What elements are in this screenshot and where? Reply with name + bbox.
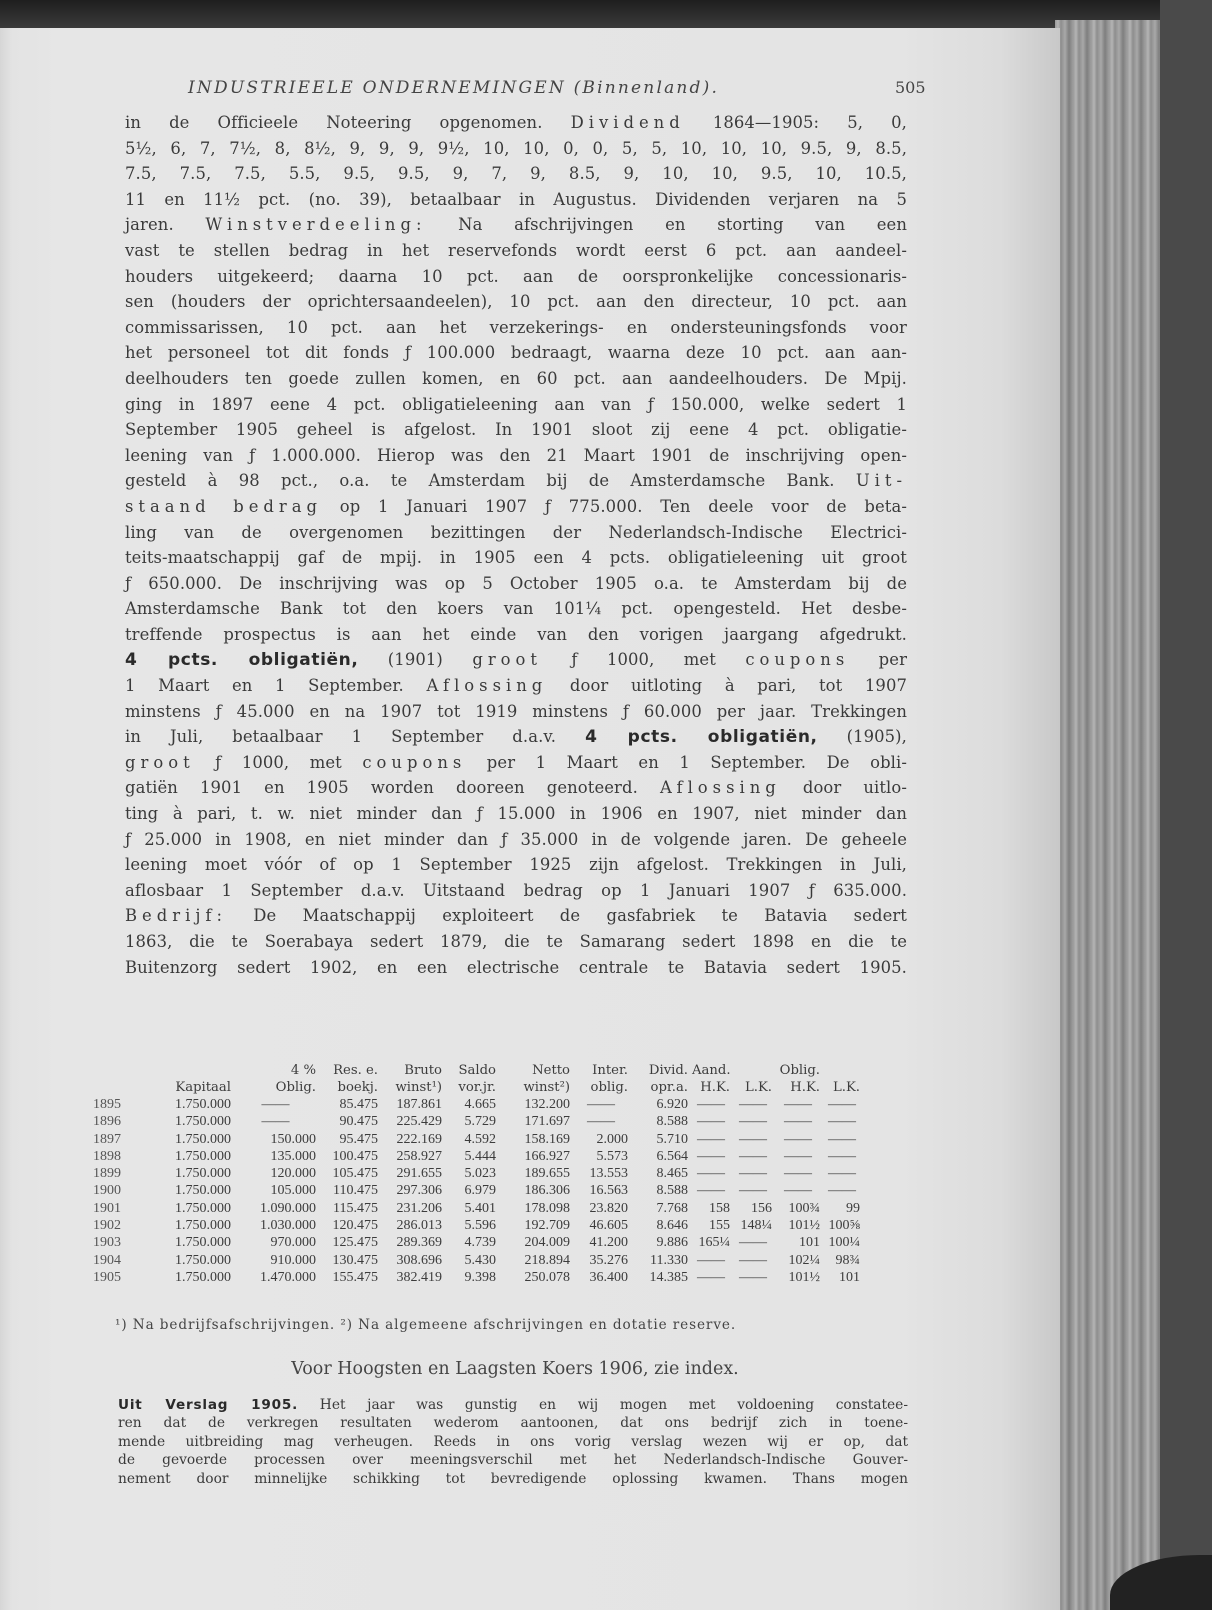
text-line: [125, 673, 907, 699]
table-cell: 204.009: [524, 1235, 570, 1251]
table-header-row-1: [85, 1062, 925, 1079]
table-cell: 6.564: [656, 1148, 688, 1164]
spaced-term: Bedrijf:: [125, 906, 227, 926]
text-line: [125, 647, 907, 673]
text-line: [125, 622, 907, 648]
table-cell: ——: [828, 1166, 856, 1182]
table-cell: 171.697: [524, 1114, 570, 1130]
table-cell: 225.429: [396, 1114, 442, 1130]
table-cell: 1.030.000: [260, 1218, 316, 1234]
table-cell: 101: [839, 1269, 860, 1285]
text-run: in Juli, betaalbaar 1 September d.a.v.: [125, 727, 586, 747]
table-cell: 165¼: [698, 1235, 730, 1251]
table-cell: 5.430: [464, 1252, 496, 1268]
bond-heading: 4 pcts. obligatiën,: [125, 650, 359, 671]
table-cell: 23.820: [589, 1200, 628, 1216]
text-run: ting à pari, t. w. niet minder dan ƒ 15.000 in 1906 en 1907, niet minder dan: [125, 804, 907, 824]
table-cell: 120.475: [332, 1218, 378, 1234]
year-cell: 1899: [93, 1166, 121, 1182]
table-cell: 95.475: [339, 1131, 378, 1147]
table-cell: ——: [261, 1114, 290, 1130]
table-cell: 1.750.000: [175, 1235, 231, 1251]
text-line: [125, 366, 907, 392]
table-cell: 1.750.000: [175, 1252, 231, 1268]
spaced-term: Aflossing: [426, 676, 548, 696]
text-run: commissarissen, 10 pct. aan het verzekerings- en ondersteuningsfonds voor: [125, 317, 907, 337]
text-run: vast te stellen bedrag in het reservefonds wordt eerst 6 pct. aan aandeel-: [125, 240, 907, 260]
text-line: [125, 801, 907, 827]
text-line: [125, 110, 907, 136]
table-cell: 8.588: [656, 1183, 688, 1199]
year-cell: 1904: [93, 1252, 121, 1268]
table-cell: ——: [739, 1269, 767, 1285]
text-run: ling van de overgenomen bezittingen der Nederlandsch-Indische Electrici-: [125, 522, 907, 542]
table-cell: ——: [784, 1131, 812, 1147]
text-line: [125, 136, 907, 162]
table-cell: 105.475: [332, 1166, 378, 1182]
table-cell: 5.444: [464, 1148, 496, 1164]
table-cell: ——: [739, 1235, 767, 1251]
table-row: [85, 1096, 925, 1113]
table-cell: ——: [261, 1097, 290, 1112]
table-cell: 99: [846, 1200, 860, 1216]
table-cell: 155: [709, 1218, 730, 1234]
table-cell: 291.655: [396, 1166, 442, 1182]
table-cell: ——: [739, 1097, 767, 1112]
verslag-heading: Uit Verslag 1905.: [118, 1397, 299, 1413]
text-line: [125, 494, 907, 520]
spaced-term: Aflossing: [659, 778, 781, 798]
table-cell: ——: [828, 1097, 856, 1112]
table-cell: 125.475: [332, 1235, 378, 1251]
text-line: [118, 1470, 908, 1488]
table-cell: 222.169: [396, 1131, 442, 1147]
table-cell: 2.000: [596, 1131, 628, 1147]
table-cell: 1.750.000: [175, 1097, 231, 1112]
table-cell: 5.573: [596, 1148, 628, 1164]
table-cell: 158: [709, 1200, 730, 1216]
table-cell: 286.013: [396, 1218, 442, 1234]
table-cell: 297.306: [396, 1183, 442, 1199]
text-run: per 1 Maart en 1 September. De obli-: [466, 752, 907, 772]
table-header-row-2: [85, 1079, 925, 1096]
table-cell: ——: [828, 1114, 856, 1130]
column-header: [85, 1062, 140, 1079]
text-run: de gevoerde processen over meeningsverschil met het Nederlandsch-Indische Gouver-: [118, 1452, 908, 1469]
table-cell: 250.078: [524, 1269, 570, 1285]
text-line: [118, 1433, 908, 1451]
text-run: minstens ƒ 45.000 en na 1907 tot 1919 minstens ƒ 60.000 per jaar. Trekkingen: [125, 701, 907, 721]
table-cell: 1.470.000: [260, 1269, 316, 1285]
text-run: De Maatschappij exploiteert de gasfabriek te Batavia sedert: [227, 906, 907, 926]
table-cell: 1.750.000: [175, 1148, 231, 1164]
text-line: [125, 955, 907, 981]
table-row: [85, 1217, 925, 1234]
page-number: 505: [895, 78, 926, 97]
table-cell: ——: [784, 1097, 812, 1112]
text-run: (1901): [358, 650, 473, 670]
table-footnote: ¹) Na bedrijfsafschrijvingen. ²) Na algemeene afschrijvingen en dotatie reserve.: [115, 1317, 737, 1333]
text-line: [125, 724, 907, 750]
table-row: [85, 1148, 925, 1165]
year-cell: 1897: [93, 1131, 121, 1147]
spaced-term: staand bedrag: [125, 496, 323, 516]
table-cell: 150.000: [270, 1131, 316, 1147]
body-paragraph: [125, 110, 907, 980]
table-cell: 258.927: [396, 1148, 442, 1164]
text-line: [125, 187, 907, 213]
table-cell: 11.330: [650, 1252, 688, 1268]
text-run: Het jaar was gunstig en wij mogen met voldoening constatee-: [298, 1397, 908, 1413]
text-line: [125, 520, 907, 546]
table-cell: ——: [697, 1252, 725, 1268]
text-run: nement door minnelijke schikking tot bevredigende oplossing kwamen. Thans mogen: [118, 1470, 908, 1487]
table-cell: ——: [697, 1148, 725, 1164]
text-run: 1 Maart en 1 September.: [125, 676, 427, 696]
column-header: Aand.: [692, 1063, 731, 1078]
column-header: [140, 1062, 235, 1079]
year-cell: 1903: [93, 1235, 121, 1251]
table-row: [85, 1252, 925, 1269]
table-cell: ——: [828, 1148, 856, 1164]
text-run: leening van ƒ 1.000.000. Hierop was den 21 Maart 1901 de inschrijving open-: [125, 445, 907, 465]
table-cell: 189.655: [524, 1166, 570, 1182]
text-run: sen (houders der oprichtersaandeelen), 10 pct. aan den directeur, 10 pct. aan: [125, 292, 907, 312]
table-cell: 1.750.000: [175, 1200, 231, 1216]
table-cell: ——: [739, 1166, 767, 1182]
text-run: het personeel tot dit fonds ƒ 100.000 bedraagt, waarna deze 10 pct. aan aan-: [125, 343, 907, 363]
table-cell: 8.646: [656, 1218, 688, 1234]
table-cell: ——: [828, 1183, 856, 1199]
text-line: [118, 1414, 908, 1432]
table-cell: 8.465: [656, 1166, 688, 1182]
column-header: [734, 1062, 776, 1079]
text-run: door uitloting à pari, tot 1907: [547, 676, 908, 696]
table-cell: 100⅝: [828, 1218, 860, 1234]
table-cell: 90.475: [339, 1114, 378, 1130]
table-cell: 7.768: [656, 1200, 688, 1216]
text-run: gesteld à 98 pct., o.a. te Amsterdam bij de Amsterdamsche Bank.: [125, 471, 856, 491]
text-run: leening moet vóór of op 1 September 1925 zijn afgelost. Trekkingen in Juli,: [125, 855, 907, 875]
table-row: [85, 1131, 925, 1148]
text-run: teits-maatschappij gaf de mpij. in 1905 een 4 pcts. obligatieleening uit groot: [125, 548, 907, 568]
table-cell: ——: [697, 1166, 725, 1182]
year-cell: 1901: [93, 1200, 121, 1216]
table-cell: ——: [739, 1148, 767, 1164]
table-cell: 41.200: [589, 1235, 628, 1251]
table-cell: ——: [587, 1114, 615, 1130]
table-cell: 6.920: [656, 1097, 688, 1112]
table-cell: 110.475: [333, 1183, 378, 1199]
text-run: 5½, 6, 7, 7½, 8, 8½, 9, 9, 9, 9½, 10, 10, 0, 0, 5, 5, 10, 10, 10, 9.5, 9, 8.5,: [125, 138, 907, 158]
text-run: ƒ 1000, met: [194, 752, 363, 772]
text-line: [125, 264, 907, 290]
spaced-term: Winstverdeeling:: [205, 215, 427, 235]
table-cell: 970.000: [270, 1235, 316, 1251]
text-run: door uitlo-: [780, 778, 908, 798]
column-header: Saldo: [458, 1063, 496, 1078]
column-header: Kapitaal: [175, 1080, 231, 1095]
text-line: [125, 571, 907, 597]
table-cell: 218.894: [524, 1252, 570, 1268]
table-cell: 6.979: [464, 1183, 496, 1199]
table-cell: 1.750.000: [175, 1269, 231, 1285]
table-cell: 14.385: [649, 1269, 688, 1285]
column-header: boekj.: [337, 1080, 378, 1095]
text-run: ging in 1897 eene 4 pct. obligatieleening aan van ƒ 150.000, welke sedert 1: [125, 394, 907, 414]
table-cell: 382.419: [396, 1269, 442, 1285]
text-line: [125, 596, 907, 622]
column-header: H.K.: [700, 1080, 730, 1095]
text-run: gatiën 1901 en 1905 worden dooreen genoteerd.: [125, 778, 660, 798]
column-header: H.K.: [790, 1080, 820, 1095]
book-binding-edge: [1055, 20, 1165, 1610]
table-row: [85, 1182, 925, 1199]
running-header: [0, 78, 930, 102]
table-cell: 132.200: [524, 1097, 570, 1112]
table-cell: 9.886: [656, 1235, 688, 1251]
text-run: 7.5, 7.5, 7.5, 5.5, 9.5, 9.5, 9, 7, 9, 8.5, 9, 10, 10, 9.5, 10, 10.5,: [125, 164, 907, 184]
table-cell: ——: [697, 1183, 725, 1199]
table-cell: 5.023: [464, 1166, 496, 1182]
table-cell: 1.750.000: [175, 1166, 231, 1182]
table-cell: 100.475: [332, 1148, 378, 1164]
table-cell: 46.605: [589, 1218, 628, 1234]
table-cell: 5.710: [656, 1131, 688, 1147]
table-cell: 115.475: [333, 1200, 378, 1216]
spaced-term: coupons: [745, 650, 850, 670]
table-cell: 98¾: [835, 1252, 860, 1268]
verslag-paragraph: [118, 1396, 908, 1488]
text-run: Na afschrijvingen en storting van een: [426, 215, 907, 235]
text-line: [125, 289, 907, 315]
text-line: [125, 827, 907, 853]
year-cell: 1895: [93, 1097, 121, 1112]
column-header: L.K.: [745, 1080, 772, 1095]
year-cell: 1900: [93, 1183, 121, 1199]
table-cell: 85.475: [339, 1097, 378, 1112]
table-cell: ——: [697, 1269, 725, 1285]
table-cell: ——: [739, 1131, 767, 1147]
year-cell: 1898: [93, 1148, 121, 1164]
column-header: L.K.: [833, 1080, 860, 1095]
text-run: 1864—1905: 5, 0,: [684, 113, 907, 132]
table-cell: 9.398: [464, 1269, 496, 1285]
text-line: [125, 903, 907, 929]
column-header: Inter.: [592, 1063, 628, 1078]
table-cell: 4.665: [464, 1097, 496, 1112]
spaced-term: Dividend: [570, 113, 685, 132]
text-line: [125, 750, 907, 776]
text-line: [125, 212, 907, 238]
text-run: ƒ 650.000. De inschrijving was op 5 October 1905 o.a. te Amsterdam bij de: [125, 573, 907, 593]
text-run: 1863, die te Soerabaya sedert 1879, die te Samarang sedert 1898 en die te: [125, 932, 907, 951]
spaced-term: groot: [472, 650, 542, 670]
table-cell: 1.750.000: [175, 1218, 231, 1234]
table-cell: 130.475: [332, 1252, 378, 1268]
table-row: [85, 1234, 925, 1251]
text-line: [125, 929, 907, 955]
table-cell: 101: [799, 1235, 820, 1251]
table-cell: 102¼: [788, 1252, 820, 1268]
year-cell: 1896: [93, 1114, 121, 1130]
table-body: [85, 1096, 925, 1286]
text-line: [118, 1451, 908, 1469]
text-run: ƒ 25.000 in 1908, en niet minder dan ƒ 35.000 in de volgende jaren. De geheele: [125, 829, 907, 849]
table-cell: 35.276: [589, 1252, 628, 1268]
table-cell: 1.090.000: [260, 1200, 316, 1216]
text-run: Buitenzorg sedert 1902, en een electrische centrale te Batavia sedert 1905.: [125, 957, 907, 977]
table-cell: ——: [784, 1114, 812, 1130]
table-cell: 5.729: [464, 1114, 496, 1130]
column-header: vor.jr.: [458, 1080, 496, 1095]
text-line: [125, 340, 907, 366]
table-cell: 120.000: [270, 1166, 316, 1182]
table-cell: 105.000: [270, 1183, 316, 1199]
column-header: Oblig.: [779, 1063, 820, 1078]
table-cell: ——: [697, 1097, 725, 1112]
text-run: jaren.: [125, 215, 206, 235]
text-run: 11 en 11½ pct. (no. 39), betaalbaar in Augustus. Dividenden verjaren na 5: [125, 189, 907, 209]
text-run: deelhouders ten goede zullen komen, en 60 pct. aan aandeelhouders. De Mpij.: [125, 368, 907, 388]
table-cell: 192.709: [524, 1218, 570, 1234]
table-cell: 13.553: [589, 1166, 628, 1182]
table-cell: ——: [739, 1183, 767, 1199]
column-header: Divid.: [648, 1063, 688, 1078]
text-run: September 1905 geheel is afgelost. In 1901 sloot zij eene 4 pct. obligatie-: [125, 420, 907, 440]
table-cell: ——: [587, 1097, 615, 1112]
text-run: op 1 Januari 1907 ƒ 775.000. Ten deele voor de beta-: [322, 496, 907, 516]
column-header: 4 %: [290, 1063, 316, 1078]
text-run: per: [849, 650, 907, 670]
table-cell: 155.475: [332, 1269, 378, 1285]
bond-heading: 4 pcts. obligatiën,: [585, 727, 818, 748]
table-cell: 187.861: [396, 1097, 442, 1112]
text-run: mende uitbreiding mag verheugen. Reeds in ons vorig verslag wezen wij er op, dat: [118, 1433, 908, 1450]
column-header: winst¹): [395, 1080, 442, 1095]
year-cell: 1902: [93, 1218, 121, 1234]
table-cell: ——: [739, 1252, 767, 1268]
table-cell: 36.400: [589, 1269, 628, 1285]
year-cell: 1905: [93, 1269, 121, 1285]
table-cell: 4.592: [464, 1131, 496, 1147]
column-header: oblig.: [590, 1080, 628, 1095]
table-cell: 178.098: [524, 1200, 570, 1216]
text-run: aflosbaar 1 September d.a.v. Uitstaand bedrag op 1 Januari 1907 ƒ 635.000.: [125, 880, 907, 900]
text-run: Amsterdamsche Bank tot den koers van 101¼ pct. opengesteld. Het desbe-: [125, 599, 907, 619]
table-cell: 5.596: [464, 1218, 496, 1234]
text-line: [118, 1396, 908, 1414]
text-line: [125, 545, 907, 571]
table-row: [85, 1165, 925, 1182]
column-header: Bruto: [404, 1063, 442, 1078]
table-cell: ——: [784, 1148, 812, 1164]
text-line: [125, 315, 907, 341]
table-cell: 100¼: [828, 1235, 860, 1251]
text-line: [125, 852, 907, 878]
table-cell: ——: [784, 1166, 812, 1182]
text-run: houders uitgekeerd; daarna 10 pct. aan de oorspronkelijke concessionaris-: [125, 266, 907, 286]
spaced-term: coupons: [362, 752, 467, 772]
text-line: [125, 392, 907, 418]
table-cell: 166.927: [524, 1148, 570, 1164]
text-run: in de Officieele Noteering opgenomen.: [125, 113, 571, 132]
spaced-term: Uit-: [855, 471, 907, 491]
column-header: Netto: [532, 1063, 570, 1078]
table-cell: 186.306: [524, 1183, 570, 1199]
column-header: winst²): [523, 1080, 570, 1095]
koers-index-note: Voor Hoogsten en Laagsten Koers 1906, zie index.: [291, 1359, 739, 1379]
column-header: [85, 1079, 140, 1096]
table-cell: 910.000: [270, 1252, 316, 1268]
text-line: [125, 443, 907, 469]
text-line: [125, 468, 907, 494]
table-cell: 1.750.000: [175, 1183, 231, 1199]
table-cell: ——: [697, 1114, 725, 1130]
table-cell: 101½: [788, 1218, 820, 1234]
section-title: INDUSTRIEELE ONDERNEMINGEN (Binnenland).: [188, 78, 720, 98]
text-run: (1905),: [817, 727, 907, 747]
table-cell: ——: [784, 1183, 812, 1199]
table-cell: 158.169: [524, 1131, 570, 1147]
table-cell: ——: [697, 1131, 725, 1147]
table-cell: ——: [828, 1131, 856, 1147]
table-row: [85, 1200, 925, 1217]
text-run: ƒ 1000, met: [541, 650, 746, 670]
column-header: opr.a.: [650, 1080, 688, 1095]
table-cell: 148¼: [740, 1218, 772, 1234]
text-line: [125, 417, 907, 443]
table-cell: 308.696: [396, 1252, 442, 1268]
table-cell: 135.000: [270, 1148, 316, 1164]
table-cell: 231.206: [396, 1200, 442, 1216]
column-header: Oblig.: [275, 1080, 316, 1095]
table-cell: 4.739: [464, 1235, 496, 1251]
text-line: [125, 878, 907, 904]
column-header: [824, 1062, 864, 1079]
table-cell: 16.563: [589, 1183, 628, 1199]
text-run: ren dat de verkregen resultaten wederom aantoonen, dat ons bedrijf zich in toene-: [118, 1415, 908, 1432]
financial-table: [85, 1062, 925, 1286]
table-cell: 289.369: [396, 1235, 442, 1251]
table-cell: 101½: [788, 1269, 820, 1285]
book-spine-shadow: [1160, 0, 1212, 1610]
table-row: [85, 1113, 925, 1130]
text-line: [125, 238, 907, 264]
text-line: [125, 775, 907, 801]
table-row: [85, 1269, 925, 1286]
table-cell: 156: [751, 1200, 772, 1216]
table-cell: 1.750.000: [175, 1114, 231, 1130]
table-cell: 5.401: [464, 1200, 496, 1216]
text-run: treffende prospectus is aan het einde van den vorigen jaargang afgedrukt.: [125, 624, 907, 644]
table-cell: 8.588: [656, 1114, 688, 1130]
table-cell: 100¾: [788, 1200, 820, 1216]
spaced-term: groot: [125, 752, 195, 772]
text-line: [125, 161, 907, 187]
text-line: [125, 699, 907, 725]
table-cell: 1.750.000: [175, 1131, 231, 1147]
scan-top-shadow: [0, 0, 1212, 30]
column-header: Res. e.: [333, 1063, 378, 1078]
table-cell: ——: [739, 1114, 767, 1130]
